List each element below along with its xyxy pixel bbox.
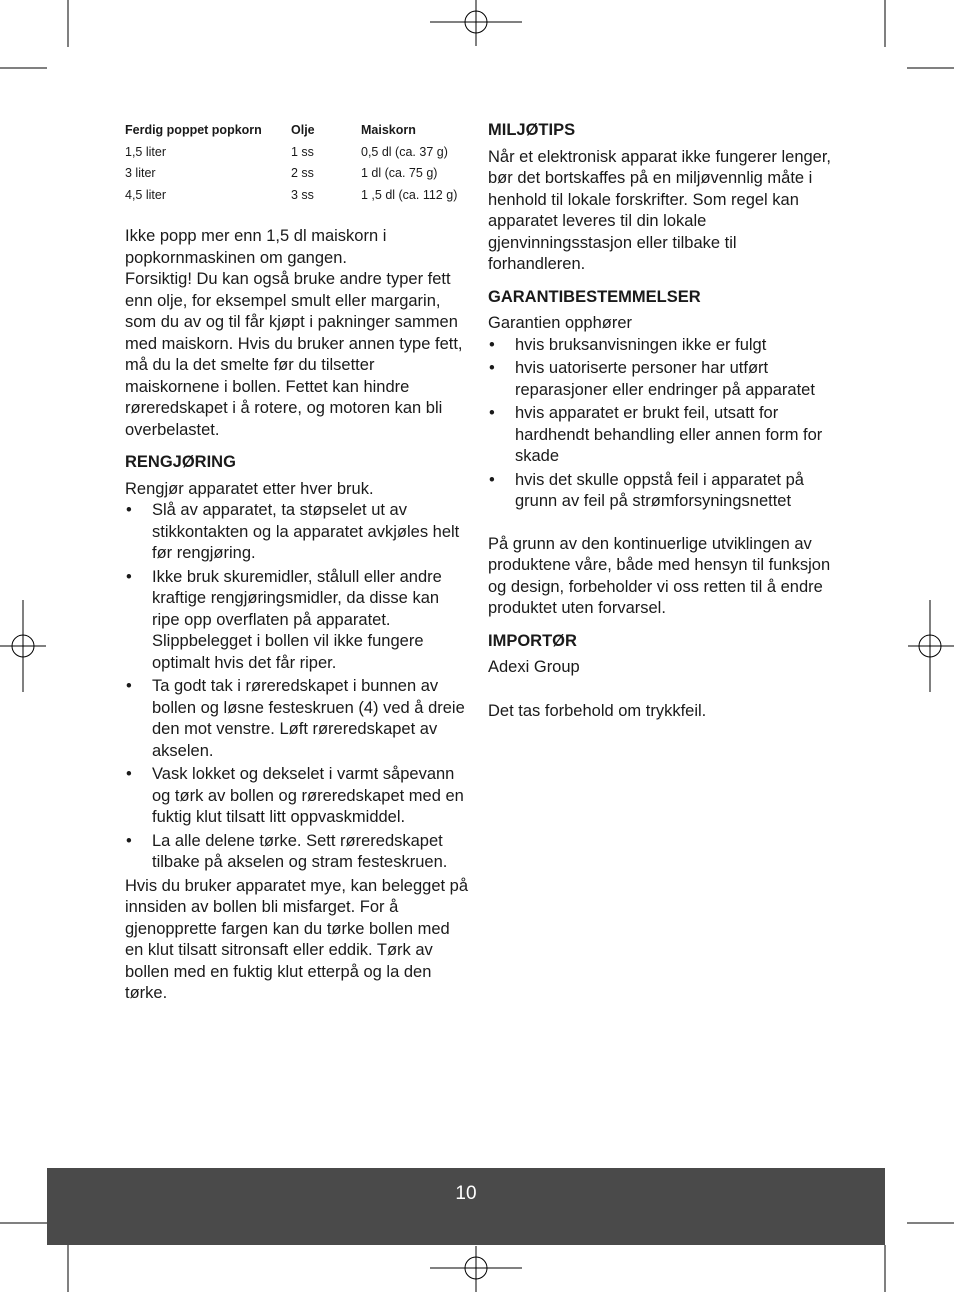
list-item: • Ikke bruk skuremidler, stålull eller andre kraftige rengjøringsmidler, da disse kan ripe opp overflaten på apparatet. Slippbelegget i bollen vil ikke fungere optimalt hvis det får riper. (125, 567, 470, 675)
table-cell: 1,5 liter (125, 144, 166, 159)
cleaning-list (125, 500, 470, 874)
table-cell: 3 ss (291, 187, 314, 202)
warranty-list (488, 335, 833, 513)
table-cell: 1 ,5 dl (ca. 112 g) (361, 187, 458, 202)
development-paragraph: På grunn av den kontinuerlige utviklingen av produktene våre, både med hensyn til funksjon og design, forbeholder vi oss retten til å endre produktet uten forvarsel. (488, 534, 831, 617)
table-header: Ferdig poppet popkorn (125, 123, 262, 137)
list-item: • La alle delene tørke. Sett røreredskapet tilbake på akselen og stram festeskruen. (125, 831, 470, 874)
warranty-heading: GARANTIBESTEMMELSER (488, 287, 701, 306)
importer-heading: IMPORTØR (488, 631, 577, 650)
table-cell: 1 dl (ca. 75 g) (361, 166, 438, 180)
list-item: • hvis uatoriserte personer har utført reparasjoner eller endringer på apparatet (488, 358, 833, 401)
popcorn-table (125, 120, 457, 206)
table-row (125, 163, 457, 185)
left-column (125, 120, 470, 1005)
table-cell: 1 ss (291, 144, 314, 159)
list-item: • hvis apparatet er brukt feil, utsatt for hardhendt behandling eller annen form for skade (488, 403, 833, 468)
caution-paragraph: Forsiktig! Du kan også bruke andre typer fett enn olje, for eksempel smult eller margarin, som du av og til får kjøpt i pakninger sammen med maiskorn. Hvis du bruker annen type fett, må du la det smelte før du tilsetter maiskornene i bollen. Fettet kan hindre røreredskapet i å rotere, og motoren kan bli overbelastet. (125, 270, 463, 439)
cleaning-outro: Hvis du bruker apparatet mye, kan belegget på innsiden av bollen bli misfarget. For å gjenopprette fargen kan du tørke bollen med en klut tilsatt sitronsaft eller eddik. Tørk av bollen med en fuktig klut etterpå og la den tørke. (125, 876, 469, 1002)
page-number: 10 (455, 1183, 477, 1204)
importer-name: Adexi Group (488, 658, 580, 676)
intro-paragraph: Ikke popp mer enn 1,5 dl maiskorn i popkornmaskinen om gangen. (125, 227, 387, 267)
table-header: Olje (291, 123, 315, 137)
table-cell: 4,5 liter (125, 187, 166, 202)
list-item: • Ta godt tak i røreredskapet i bunnen av bollen og løsne festeskruen (4) ved å dreie den mot venstre. Løft røreredskapet av akselen. (125, 676, 470, 762)
cleaning-intro: Rengjør apparatet etter hver bruk. (125, 479, 374, 498)
table-row (125, 142, 457, 164)
list-item: • hvis bruksanvisningen ikke er fulgt (488, 335, 833, 357)
env-paragraph: Når et elektronisk apparat ikke fungerer lenger, bør det bortskaffes på en miljøvennlig måte i henhold til lokale forskrifter. Som regel kan apparatet leveres til din lokale gjenvinningsstasjon eller tilbake til forhandleren. (488, 147, 832, 273)
warranty-intro: Garantien opphører (488, 314, 632, 332)
env-heading: MILJØTIPS (488, 121, 576, 139)
right-column (488, 120, 833, 722)
list-item: • Slå av apparatet, ta støpselet ut av stikkontakten og la apparatet avkjøles helt før rengjøring. (125, 500, 470, 565)
table-row (125, 185, 457, 207)
disclaimer: Det tas forbehold om trykkfeil. (488, 701, 707, 720)
table-header-row (125, 120, 457, 142)
footer-bar (47, 1168, 885, 1245)
table-header: Maiskorn (361, 123, 416, 137)
table-cell: 0,5 dl (ca. 37 g) (361, 144, 448, 159)
list-item: • hvis det skulle oppstå feil i apparatet på grunn av feil på strømforsyningsnettet (488, 470, 833, 513)
list-item: • Vask lokket og dekselet i varmt såpevann og tørk av bollen og røreredskapet med en fuktig klut tilsatt litt oppvaskmiddel. (125, 764, 470, 829)
table-cell: 2 ss (291, 166, 314, 180)
cleaning-heading: RENGJØRING (125, 453, 236, 471)
table-cell: 3 liter (125, 166, 156, 180)
